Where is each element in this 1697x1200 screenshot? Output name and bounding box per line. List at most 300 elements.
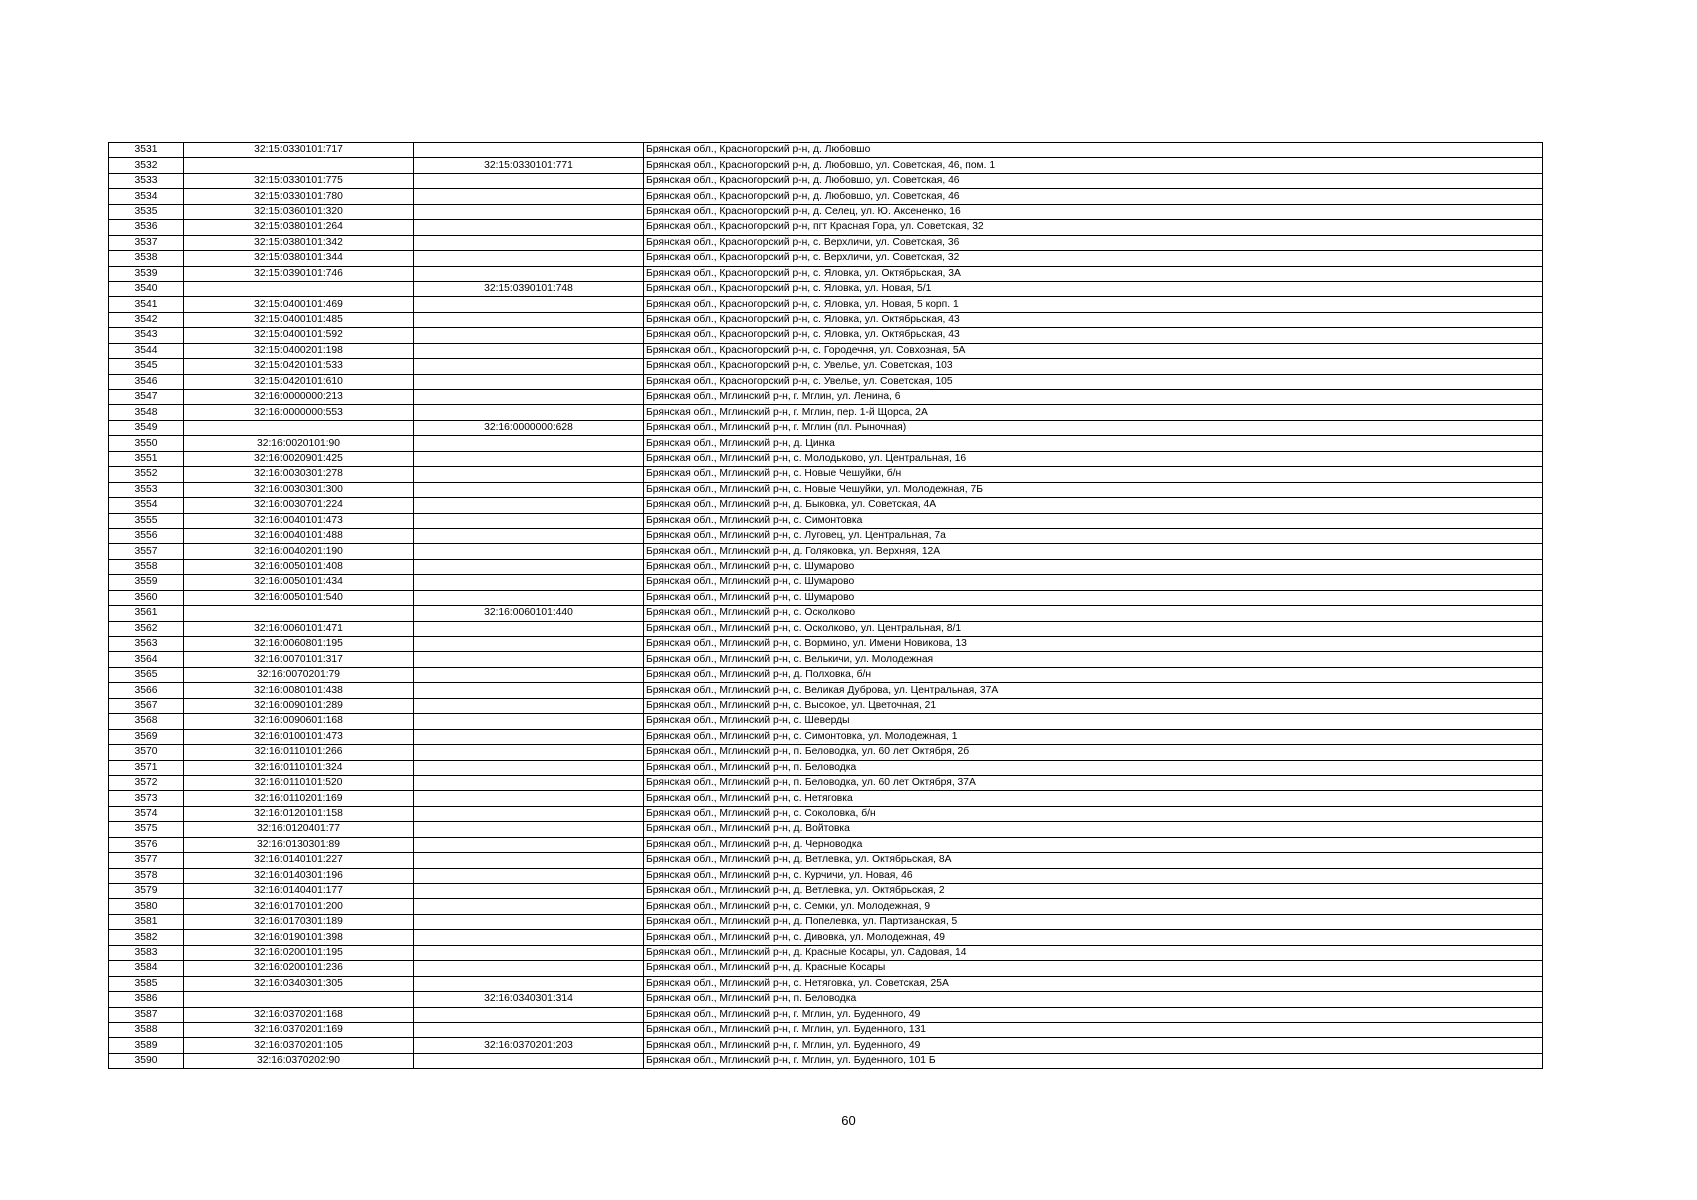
cadastral-number: 32:16:0110101:266 [184, 745, 414, 760]
cadastral-number-extra [414, 791, 644, 806]
table-row [109, 528, 1543, 543]
cadastral-number: 32:16:0120401:77 [184, 822, 414, 837]
cadastral-number-extra [414, 405, 644, 420]
table-row [109, 791, 1543, 806]
row-number: 3553 [109, 482, 184, 497]
cadastral-number-extra [414, 961, 644, 976]
address: Брянская обл., Мглинский р-н, с. Вормино, ул. Имени Новикова, 13 [644, 637, 1543, 652]
cadastral-number-extra: 32:16:0000000:628 [414, 420, 644, 435]
cadastral-number: 32:16:0020901:425 [184, 451, 414, 466]
row-number: 3542 [109, 312, 184, 327]
table-row [109, 853, 1543, 868]
address: Брянская обл., Красногорский р-н, с. Городечня, ул. Совхозная, 5А [644, 343, 1543, 358]
table-row [109, 544, 1543, 559]
address: Брянская обл., Мглинский р-н, г. Мглин, ул. Буденного, 131 [644, 1022, 1543, 1037]
table-row [109, 683, 1543, 698]
cadastral-number: 32:16:0130301:89 [184, 837, 414, 852]
cadastral-number-extra [414, 559, 644, 574]
cadastral-number: 32:16:0040101:488 [184, 528, 414, 543]
row-number: 3567 [109, 698, 184, 713]
cadastral-number: 32:15:0360101:320 [184, 204, 414, 219]
cadastral-number-extra [414, 173, 644, 188]
row-number: 3575 [109, 822, 184, 837]
cadastral-number: 32:16:0050101:540 [184, 590, 414, 605]
cadastral-number: 32:16:0120101:158 [184, 806, 414, 821]
row-number: 3574 [109, 806, 184, 821]
table-row [109, 359, 1543, 374]
row-number: 3560 [109, 590, 184, 605]
cadastral-number-extra [414, 374, 644, 389]
cadastral-number: 32:16:0060801:195 [184, 637, 414, 652]
row-number: 3548 [109, 405, 184, 420]
cadastral-number: 32:16:0200101:236 [184, 961, 414, 976]
row-number: 3536 [109, 220, 184, 235]
address: Брянская обл., Мглинский р-н, с. Осколково, ул. Центральная, 8/1 [644, 621, 1543, 636]
cadastral-number: 32:15:0420101:533 [184, 359, 414, 374]
cadastral-number-extra [414, 436, 644, 451]
cadastral-number [184, 281, 414, 296]
table-row [109, 884, 1543, 899]
table-row [109, 822, 1543, 837]
table-row [109, 297, 1543, 312]
cadastral-number [184, 158, 414, 173]
row-number: 3568 [109, 714, 184, 729]
cadastral-number: 32:16:0370201:169 [184, 1022, 414, 1037]
cadastral-number-extra [414, 544, 644, 559]
cadastral-number: 32:16:0040201:190 [184, 544, 414, 559]
cadastral-number: 32:16:0090101:289 [184, 698, 414, 713]
table-row [109, 204, 1543, 219]
row-number: 3538 [109, 251, 184, 266]
cadastral-number-extra [414, 884, 644, 899]
row-number: 3582 [109, 930, 184, 945]
cadastral-number-extra: 32:16:0060101:440 [414, 606, 644, 621]
cadastral-number-extra [414, 652, 644, 667]
cadastral-number: 32:16:0060101:471 [184, 621, 414, 636]
table-row [109, 343, 1543, 358]
table-row [109, 266, 1543, 281]
table-row [109, 868, 1543, 883]
cadastral-number-extra [414, 714, 644, 729]
cadastral-number-extra [414, 806, 644, 821]
table-row [109, 621, 1543, 636]
cadastral-number-extra [414, 1022, 644, 1037]
row-number: 3533 [109, 173, 184, 188]
cadastral-number: 32:16:0100101:473 [184, 729, 414, 744]
cadastral-number [184, 606, 414, 621]
address: Брянская обл., Красногорский р-н, д. Любовшо, ул. Советская, 46 [644, 173, 1543, 188]
address: Брянская обл., Красногорский р-н, д. Любовшо, ул. Советская, 46 [644, 189, 1543, 204]
table-row [109, 667, 1543, 682]
row-number: 3557 [109, 544, 184, 559]
row-number: 3540 [109, 281, 184, 296]
cadastral-number [184, 992, 414, 1007]
cadastral-number-extra [414, 312, 644, 327]
row-number: 3585 [109, 976, 184, 991]
row-number: 3558 [109, 559, 184, 574]
address: Брянская обл., Красногорский р-н, с. Яловка, ул. Октябрьская, 3А [644, 266, 1543, 281]
cadastral-number-extra [414, 729, 644, 744]
table-row [109, 513, 1543, 528]
address: Брянская обл., Красногорский р-н, с. Яловка, ул. Октябрьская, 43 [644, 328, 1543, 343]
cadastral-number-extra [414, 914, 644, 929]
row-number: 3561 [109, 606, 184, 621]
cadastral-number: 32:16:0140301:196 [184, 868, 414, 883]
address: Брянская обл., Мглинский р-н, п. Беловодка [644, 760, 1543, 775]
address: Брянская обл., Красногорский р-н, д. Селец, ул. Ю. Аксененко, 16 [644, 204, 1543, 219]
table-row [109, 775, 1543, 790]
cadastral-number-extra [414, 528, 644, 543]
address: Брянская обл., Мглинский р-н, д. Войтовка [644, 822, 1543, 837]
address: Брянская обл., Мглинский р-н, с. Курчичи, ул. Новая, 46 [644, 868, 1543, 883]
row-number: 3559 [109, 575, 184, 590]
cadastral-number-extra [414, 1053, 644, 1068]
row-number: 3549 [109, 420, 184, 435]
address: Брянская обл., Мглинский р-н, д. Ветлевка, ул. Октябрьская, 8А [644, 853, 1543, 868]
address: Брянская обл., Мглинский р-н, д. Попелевка, ул. Партизанская, 5 [644, 914, 1543, 929]
table-row [109, 992, 1543, 1007]
address: Брянская обл., Красногорский р-н, с. Верхличи, ул. Советская, 36 [644, 235, 1543, 250]
row-number: 3554 [109, 498, 184, 513]
table-row [109, 899, 1543, 914]
cadastral-number: 32:15:0380101:264 [184, 220, 414, 235]
cadastral-number: 32:15:0400101:592 [184, 328, 414, 343]
address: Брянская обл., Мглинский р-н, г. Мглин, ул. Буденного, 49 [644, 1038, 1543, 1053]
row-number: 3547 [109, 390, 184, 405]
cadastral-number-extra [414, 822, 644, 837]
row-number: 3551 [109, 451, 184, 466]
row-number: 3563 [109, 637, 184, 652]
table-row [109, 745, 1543, 760]
address: Брянская обл., Мглинский р-н, г. Мглин (пл. Рыночная) [644, 420, 1543, 435]
cadastral-number: 32:15:0390101:746 [184, 266, 414, 281]
row-number: 3578 [109, 868, 184, 883]
cadastral-number: 32:16:0020101:90 [184, 436, 414, 451]
row-number: 3545 [109, 359, 184, 374]
row-number: 3572 [109, 775, 184, 790]
cadastral-number [184, 420, 414, 435]
address: Брянская обл., Мглинский р-н, с. Нетяговка, ул. Советская, 25А [644, 976, 1543, 991]
cadastral-number: 32:16:0110101:324 [184, 760, 414, 775]
cadastral-number-extra [414, 853, 644, 868]
cadastral-number-extra [414, 575, 644, 590]
row-number: 3570 [109, 745, 184, 760]
cadastral-number: 32:16:0110101:520 [184, 775, 414, 790]
table-row [109, 451, 1543, 466]
table-row [109, 390, 1543, 405]
row-number: 3555 [109, 513, 184, 528]
cadastral-number: 32:16:0170301:189 [184, 914, 414, 929]
address: Брянская обл., Красногорский р-н, д. Любовшо, ул. Советская, 46, пом. 1 [644, 158, 1543, 173]
address: Брянская обл., Мглинский р-н, г. Мглин, ул. Буденного, 49 [644, 1007, 1543, 1022]
cadastral-number-extra [414, 328, 644, 343]
cadastral-number-extra [414, 359, 644, 374]
row-number: 3566 [109, 683, 184, 698]
row-number: 3579 [109, 884, 184, 899]
cadastral-number-extra [414, 760, 644, 775]
cadastral-number-extra [414, 513, 644, 528]
row-number: 3550 [109, 436, 184, 451]
address: Брянская обл., Мглинский р-н, г. Мглин, ул. Ленина, 6 [644, 390, 1543, 405]
cadastral-number-extra [414, 637, 644, 652]
address: Брянская обл., Мглинский р-н, д. Цинка [644, 436, 1543, 451]
cadastral-number-extra [414, 390, 644, 405]
table-row [109, 760, 1543, 775]
table-row [109, 281, 1543, 296]
row-number: 3539 [109, 266, 184, 281]
cadastral-number: 32:16:0050101:434 [184, 575, 414, 590]
page-number: 60 [841, 1113, 856, 1128]
table-row [109, 637, 1543, 652]
address: Брянская обл., Мглинский р-н, д. Полховка, б/н [644, 667, 1543, 682]
address: Брянская обл., Мглинский р-н, г. Мглин, ул. Буденного, 101 Б [644, 1053, 1543, 1068]
row-number: 3552 [109, 467, 184, 482]
address: Брянская обл., Красногорский р-н, с. Верхличи, ул. Советская, 32 [644, 251, 1543, 266]
row-number: 3576 [109, 837, 184, 852]
row-number: 3562 [109, 621, 184, 636]
row-number: 3590 [109, 1053, 184, 1068]
table-row [109, 405, 1543, 420]
cadastral-number: 32:15:0380101:344 [184, 251, 414, 266]
address: Брянская обл., Мглинский р-н, п. Беловодка, ул. 60 лет Октября, 2б [644, 745, 1543, 760]
address: Брянская обл., Мглинский р-н, д. Красные Косары [644, 961, 1543, 976]
register-table-body [109, 143, 1543, 1069]
address: Брянская обл., Красногорский р-н, с. Увелье, ул. Советская, 105 [644, 374, 1543, 389]
cadastral-number-extra [414, 235, 644, 250]
table-row [109, 374, 1543, 389]
cadastral-number: 32:15:0330101:775 [184, 173, 414, 188]
address: Брянская обл., Мглинский р-н, с. Высокое, ул. Цветочная, 21 [644, 698, 1543, 713]
cadastral-number-extra: 32:15:0390101:748 [414, 281, 644, 296]
address: Брянская обл., Мглинский р-н, с. Симонтовка [644, 513, 1543, 528]
table-row [109, 220, 1543, 235]
cadastral-number-extra [414, 266, 644, 281]
row-number: 3577 [109, 853, 184, 868]
address: Брянская обл., Мглинский р-н, п. Беловодка, ул. 60 лет Октября, 37А [644, 775, 1543, 790]
table-row [109, 945, 1543, 960]
table-row [109, 559, 1543, 574]
row-number: 3537 [109, 235, 184, 250]
table-row [109, 189, 1543, 204]
cadastral-number-extra: 32:15:0330101:771 [414, 158, 644, 173]
cadastral-number-extra [414, 837, 644, 852]
cadastral-number-extra [414, 590, 644, 605]
row-number: 3535 [109, 204, 184, 219]
address: Брянская обл., Мглинский р-н, с. Новые Чешуйки, б/н [644, 467, 1543, 482]
row-number: 3534 [109, 189, 184, 204]
cadastral-number-extra [414, 343, 644, 358]
row-number: 3587 [109, 1007, 184, 1022]
cadastral-number: 32:15:0400201:198 [184, 343, 414, 358]
row-number: 3583 [109, 945, 184, 960]
table-row [109, 251, 1543, 266]
cadastral-number-extra [414, 621, 644, 636]
cadastral-number-extra [414, 745, 644, 760]
address: Брянская обл., Красногорский р-н, с. Яловка, ул. Октябрьская, 43 [644, 312, 1543, 327]
address: Брянская обл., Мглинский р-н, с. Велькичи, ул. Молодежная [644, 652, 1543, 667]
table-row [109, 590, 1543, 605]
address: Брянская обл., Красногорский р-н, д. Любовшо [644, 143, 1543, 158]
cadastral-number-extra [414, 698, 644, 713]
cadastral-number: 32:15:0400101:469 [184, 297, 414, 312]
cadastral-number: 32:16:0370201:168 [184, 1007, 414, 1022]
table-row [109, 652, 1543, 667]
cadastral-number-extra [414, 251, 644, 266]
address: Брянская обл., Мглинский р-н, с. Шумарово [644, 559, 1543, 574]
cadastral-number-extra [414, 467, 644, 482]
row-number: 3586 [109, 992, 184, 1007]
row-number: 3571 [109, 760, 184, 775]
address: Брянская обл., Мглинский р-н, д. Ветлевка, ул. Октябрьская, 2 [644, 884, 1543, 899]
table-row [109, 143, 1543, 158]
row-number: 3544 [109, 343, 184, 358]
table-row [109, 714, 1543, 729]
cadastral-number: 32:15:0330101:780 [184, 189, 414, 204]
address: Брянская обл., Мглинский р-н, с. Шумарово [644, 590, 1543, 605]
cadastral-number-extra [414, 930, 644, 945]
row-number: 3581 [109, 914, 184, 929]
table-row [109, 312, 1543, 327]
cadastral-number-extra [414, 204, 644, 219]
address: Брянская обл., Мглинский р-н, п. Беловодка [644, 992, 1543, 1007]
address: Брянская обл., Мглинский р-н, с. Новые Чешуйки, ул. Молодежная, 7Б [644, 482, 1543, 497]
table-row [109, 158, 1543, 173]
address: Брянская обл., Мглинский р-н, с. Шеверды [644, 714, 1543, 729]
cadastral-number: 32:16:0080101:438 [184, 683, 414, 698]
cadastral-number: 32:15:0380101:342 [184, 235, 414, 250]
cadastral-number: 32:16:0030301:300 [184, 482, 414, 497]
row-number: 3532 [109, 158, 184, 173]
register-table [108, 142, 1543, 1069]
address: Брянская обл., Мглинский р-н, с. Нетяговка [644, 791, 1543, 806]
cadastral-number-extra [414, 482, 644, 497]
cadastral-number: 32:16:0370202:90 [184, 1053, 414, 1068]
cadastral-number: 32:16:0140401:177 [184, 884, 414, 899]
table-row [109, 1007, 1543, 1022]
address: Брянская обл., Мглинский р-н, с. Луговец, ул. Центральная, 7а [644, 528, 1543, 543]
address: Брянская обл., Мглинский р-н, с. Молодьково, ул. Центральная, 16 [644, 451, 1543, 466]
cadastral-number: 32:16:0030701:224 [184, 498, 414, 513]
table-row [109, 467, 1543, 482]
cadastral-number-extra [414, 451, 644, 466]
cadastral-number: 32:16:0030301:278 [184, 467, 414, 482]
table-row [109, 806, 1543, 821]
address: Брянская обл., Мглинский р-н, г. Мглин, пер. 1-й Щорса, 2А [644, 405, 1543, 420]
cadastral-number-extra [414, 683, 644, 698]
cadastral-number: 32:16:0200101:195 [184, 945, 414, 960]
row-number: 3584 [109, 961, 184, 976]
cadastral-number-extra [414, 667, 644, 682]
address: Брянская обл., Красногорский р-н, пгт Красная Гора, ул. Советская, 32 [644, 220, 1543, 235]
cadastral-number-extra [414, 498, 644, 513]
table-row [109, 606, 1543, 621]
cadastral-number: 32:16:0190101:398 [184, 930, 414, 945]
address: Брянская обл., Красногорский р-н, с. Яловка, ул. Новая, 5/1 [644, 281, 1543, 296]
table-row [109, 930, 1543, 945]
cadastral-number: 32:16:0340301:305 [184, 976, 414, 991]
cadastral-number-extra: 32:16:0370201:203 [414, 1038, 644, 1053]
cadastral-number-extra [414, 1007, 644, 1022]
cadastral-number-extra [414, 189, 644, 204]
cadastral-number: 32:15:0420101:610 [184, 374, 414, 389]
cadastral-number: 32:15:0400101:485 [184, 312, 414, 327]
cadastral-number-extra [414, 143, 644, 158]
table-row [109, 1022, 1543, 1037]
row-number: 3588 [109, 1022, 184, 1037]
table-row [109, 498, 1543, 513]
table-row [109, 1038, 1543, 1053]
cadastral-number-extra [414, 775, 644, 790]
cadastral-number: 32:16:0370201:105 [184, 1038, 414, 1053]
table-row [109, 976, 1543, 991]
row-number: 3556 [109, 528, 184, 543]
cadastral-number-extra [414, 220, 644, 235]
address: Брянская обл., Мглинский р-н, д. Черноводка [644, 837, 1543, 852]
table-row [109, 235, 1543, 250]
table-row [109, 420, 1543, 435]
cadastral-number-extra: 32:16:0340301:314 [414, 992, 644, 1007]
row-number: 3589 [109, 1038, 184, 1053]
address: Брянская обл., Мглинский р-н, д. Красные Косары, ул. Садовая, 14 [644, 945, 1543, 960]
cadastral-number: 32:16:0110201:169 [184, 791, 414, 806]
address: Брянская обл., Мглинский р-н, с. Осколково [644, 606, 1543, 621]
row-number: 3565 [109, 667, 184, 682]
cadastral-number: 32:16:0070201:79 [184, 667, 414, 682]
cadastral-number: 32:15:0330101:717 [184, 143, 414, 158]
table-row [109, 328, 1543, 343]
address: Брянская обл., Мглинский р-н, с. Симонтовка, ул. Молодежная, 1 [644, 729, 1543, 744]
row-number: 3541 [109, 297, 184, 312]
cadastral-number: 32:16:0050101:408 [184, 559, 414, 574]
row-number: 3564 [109, 652, 184, 667]
cadastral-number: 32:16:0170101:200 [184, 899, 414, 914]
cadastral-number: 32:16:0090601:168 [184, 714, 414, 729]
cadastral-number-extra [414, 868, 644, 883]
cadastral-number-extra [414, 297, 644, 312]
row-number: 3543 [109, 328, 184, 343]
cadastral-number: 32:16:0000000:553 [184, 405, 414, 420]
table-row [109, 482, 1543, 497]
row-number: 3546 [109, 374, 184, 389]
cadastral-number-extra [414, 945, 644, 960]
table-row [109, 961, 1543, 976]
table-row [109, 698, 1543, 713]
address: Брянская обл., Мглинский р-н, с. Великая Дуброва, ул. Центральная, 37А [644, 683, 1543, 698]
table-row [109, 575, 1543, 590]
address: Брянская обл., Красногорский р-н, с. Увелье, ул. Советская, 103 [644, 359, 1543, 374]
address: Брянская обл., Мглинский р-н, д. Быковка, ул. Советская, 4А [644, 498, 1543, 513]
cadastral-number: 32:16:0000000:213 [184, 390, 414, 405]
address: Брянская обл., Мглинский р-н, с. Соколовка, б/н [644, 806, 1543, 821]
table-row [109, 729, 1543, 744]
address: Брянская обл., Красногорский р-н, с. Яловка, ул. Новая, 5 корп. 1 [644, 297, 1543, 312]
cadastral-number: 32:16:0040101:473 [184, 513, 414, 528]
table-row [109, 436, 1543, 451]
table-row [109, 914, 1543, 929]
cadastral-number-extra [414, 899, 644, 914]
cadastral-number: 32:16:0070101:317 [184, 652, 414, 667]
row-number: 3580 [109, 899, 184, 914]
row-number: 3531 [109, 143, 184, 158]
row-number: 3569 [109, 729, 184, 744]
address: Брянская обл., Мглинский р-н, с. Семки, ул. Молодежная, 9 [644, 899, 1543, 914]
cadastral-number-extra [414, 976, 644, 991]
address: Брянская обл., Мглинский р-н, с. Дивовка, ул. Молодежная, 49 [644, 930, 1543, 945]
address: Брянская обл., Мглинский р-н, с. Шумарово [644, 575, 1543, 590]
table-row [109, 173, 1543, 188]
row-number: 3573 [109, 791, 184, 806]
cadastral-number: 32:16:0140101:227 [184, 853, 414, 868]
